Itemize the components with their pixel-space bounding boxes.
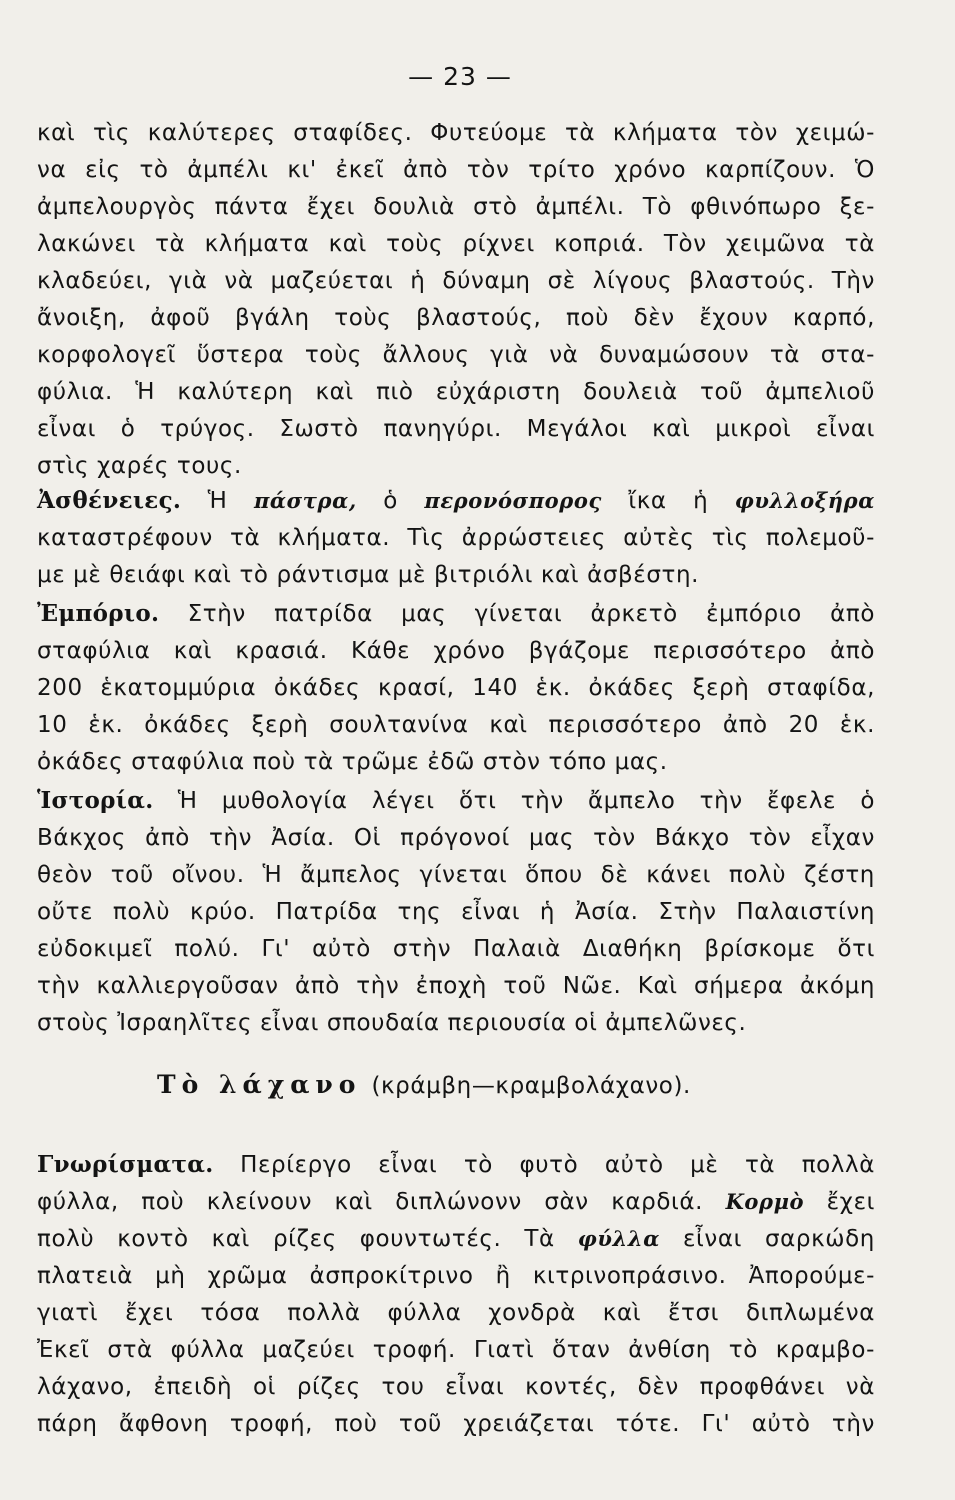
text-line: κορφολογεῖ ὕστερα τοὺς ἄλλους γιὰ νὰ δυναμώσουν τὰ στα- (37, 342, 875, 368)
text-run: Στὴν πατρίδα μας γίνεται ἀρκετὸ ἐμπόριο ἀπὸ (159, 601, 875, 627)
text-line: γιατὶ ἔχει τόσα πολλὰ φύλλα χονδρὰ καὶ ἔτσι διπλωμένα (37, 1300, 875, 1326)
text-run: εἶναι σαρκώδη (659, 1226, 875, 1252)
section-title-subtitle: (κράμβη—κραμβολάχανο). (371, 1073, 691, 1099)
section-title-word: Τὸ λάχανο (157, 1070, 362, 1099)
page-number: — 23 — (408, 62, 512, 91)
emphasis-term: φυλλοξήρα (734, 488, 875, 513)
text-line: λακώνει τὰ κλήματα καὶ τοὺς ρίχνει κοπριά. Τὸν χειμῶνα τὰ (37, 231, 875, 257)
diseases-first-line (37, 486, 875, 516)
text-line: κλαδεύει, γιὰ νὰ μαζεύεται ἡ δύναμη σὲ λίγους βλαστούς. Τὴν (37, 268, 875, 294)
history-heading: Ἱστορία. (37, 787, 154, 814)
text-run: πολὺ κοντὸ καὶ ρίζες φουντωτές. Τὰ (37, 1226, 578, 1252)
text-line: να εἰς τὸ ἀμπέλι κι' ἐκεῖ ἀπὸ τὸν τρίτο χρόνο καρπίζουν. Ὁ (37, 157, 875, 183)
emphasis-term: φύλλα (577, 1226, 660, 1251)
text-line: φύλια. Ἡ καλύτερη καὶ πιὸ εὐχάριστη δουλειὰ τοῦ ἀμπελιοῦ (37, 379, 875, 405)
text-line: στοὺς Ἰσραηλῖτες εἶναι σπουδαία περιουσία οἱ ἀμπελῶνες. (37, 1010, 747, 1036)
trade-heading: Ἐμπόριο. (37, 600, 160, 627)
text-line: θεὸν τοῦ οἴνου. Ἡ ἄμπελος γίνεται ὅπου δὲ κάνει πολὺ ζέστη (37, 862, 875, 888)
text-run: Ἡ μυθολογία λέγει ὅτι τὴν ἄμπελο τὴν ἔφελε ὁ (153, 788, 875, 814)
text-line: τὴν καλλιεργοῦσαν ἀπὸ τὴν ἐποχὴ τοῦ Νῶε. Καὶ σήμερα ἀκόμη (37, 973, 875, 999)
text-run: ὁ (356, 488, 425, 514)
text-line: οὔτε πολὺ κρύο. Πατρίδα της εἶναι ἡ Ἀσία. Στὴν Παλαιστίνη (37, 899, 875, 925)
text-line: στὶς χαρές τους. (37, 453, 242, 479)
features-first-line (37, 1150, 875, 1180)
text-line (37, 1224, 875, 1254)
text-line: πλατειὰ μὴ χρῶμα ἀσπροκίτρινο ἢ κιτρινοπράσινο. Ἀπορούμε- (37, 1263, 875, 1289)
emphasis-term: πάστρα, (253, 488, 357, 513)
text-line (37, 1187, 875, 1217)
text-line: πάρη ἄφθονη τροφή, ποὺ τοῦ χρειάζεται τότε. Γι' αὐτὸ τὴν (37, 1411, 875, 1437)
text-run: Ἡ (181, 488, 254, 514)
text-line: ἀμπελουργὸς πάντα ἔχει δουλιὰ στὸ ἀμπέλι. Τὸ φθινόπωρο ξε- (37, 194, 875, 220)
text-line: 200 ἑκατομμύρια ὀκάδες κρασί, 140 ἑκ. ὀκάδες ξερὴ σταφίδα, (37, 675, 875, 701)
text-run: ἔχει (804, 1189, 875, 1215)
text-line: εὐδοκιμεῖ πολύ. Γι' αὐτὸ στὴν Παλαιὰ Διαθήκη βρίσκομε ὅτι (37, 936, 875, 962)
text-run: Περίεργο εἶναι τὸ φυτὸ αὐτὸ μὲ τὰ πολλὰ (213, 1152, 875, 1178)
history-first-line (37, 786, 875, 816)
text-line: ἄνοιξη, ἀφοῦ βγάλη τοὺς βλαστούς, ποὺ δὲν ἔχουν καρπό, (37, 305, 875, 331)
features-heading: Γνωρίσματα. (37, 1151, 214, 1178)
text-line: ὀκάδες σταφύλια ποὺ τὰ τρῶμε ἐδῶ στὸν τόπο μας. (37, 749, 668, 775)
emphasis-term: Κορμὸ (725, 1189, 805, 1214)
text-line: λάχανο, ἐπειδὴ οἱ ρίζες του εἶναι κοντές, δὲν προφθάνει νὰ (37, 1374, 875, 1400)
text-line: Βάκχος ἀπὸ τὴν Ἀσία. Οἱ πρόγονοί μας τὸν Βάκχο τὸν εἶχαν (37, 825, 875, 851)
section-title (157, 1070, 691, 1101)
text-line: Ἐκεῖ στὰ φύλλα μαζεύει τροφή. Γιατὶ ὅταν ἀνθίση τὸ κραμβο- (37, 1337, 875, 1363)
text-run: ἴκα ἡ (601, 488, 735, 514)
text-line: σταφύλια καὶ κρασιά. Κάθε χρόνο βγάζομε περισσότερο ἀπὸ (37, 638, 875, 664)
text-line: με μὲ θειάφι καὶ τὸ ράντισμα μὲ βιτριόλι καὶ ἀσβέστη. (37, 562, 700, 588)
text-line: εἶναι ὁ τρύγος. Σωστὸ πανηγύρι. Μεγάλοι καὶ μικροὶ εἶναι (37, 416, 875, 442)
diseases-heading: Ἀσθένειες. (37, 487, 182, 514)
trade-first-line (37, 599, 875, 629)
emphasis-term: περονόσπορος (424, 488, 602, 513)
text-run: φύλλα, ποὺ κλείνουν καὶ διπλώνονν σὰν καρδιά. (37, 1189, 726, 1215)
text-line: 10 ἑκ. ὀκάδες ξερὴ σουλτανίνα καὶ περισσότερο ἀπὸ 20 ἑκ. (37, 712, 875, 738)
text-line: καὶ τὶς καλύτερες σταφίδες. Φυτεύομε τὰ κλήματα τὸν χειμώ- (37, 120, 875, 146)
text-line: καταστρέφουν τὰ κλήματα. Τὶς ἀρρώστειες αὐτὲς τὶς πολεμοῦ- (37, 525, 875, 551)
